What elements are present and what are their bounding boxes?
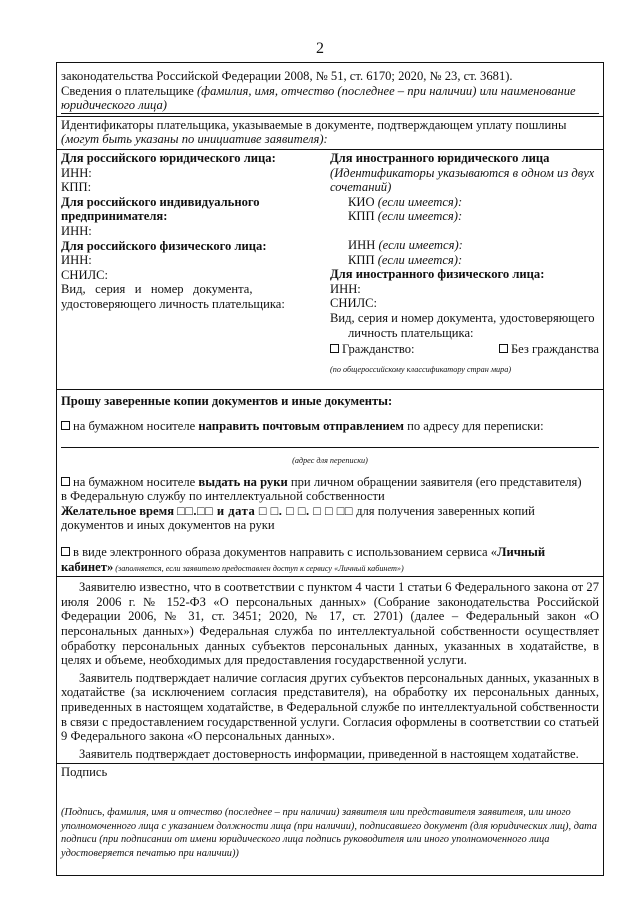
ru-individual-doc-field[interactable]: Вид, серия и номер документа, xyxy=(61,282,253,297)
electronic-text-c: кабинет» xyxy=(61,559,114,574)
signature-note: (Подпись, фамилия, имя и отчество (последнее – при наличии) заявителя или представителя заявителя, или иного уполномоченного лица с указанием должности лица (при наличии), подписавшего документ (для юридических лиц), дата подписи (при подписании от имени юридического лица подпись руководителя или иного уполномоченного лица удостоверяется печатью при наличии)) xyxy=(61,807,597,860)
foreign-individual-doc-field-cont: личность плательщика: xyxy=(348,325,474,340)
foreign-payer-column xyxy=(330,151,599,383)
no-citizenship-checkbox[interactable] xyxy=(499,344,508,353)
hand-delivery-text-a: на бумажном носителе xyxy=(73,474,199,489)
identifiers-title: Идентификаторы плательщика, указываемые в документе, подтверждающем уплату пошлины xyxy=(61,117,567,132)
ru-individual-heading: Для российского физического лица: xyxy=(61,238,267,253)
payer-info-line xyxy=(61,84,599,99)
kio-label: КИО xyxy=(348,194,375,209)
electronic-text-a: в виде электронного образа документов направить с использованием сервиса « xyxy=(73,545,498,559)
foreign-legal-note-cont: сочетаний) xyxy=(330,180,392,195)
kpp2-note: (если имеется): xyxy=(374,252,463,267)
foreign-legal-note: (Идентификаторы указываются в одном из двух xyxy=(330,165,595,180)
personal-data-paragraph-3: Заявитель подтверждает достоверность информации, приведенной в настоящем ходатайстве. xyxy=(79,746,579,761)
ru-legal-inn-field[interactable]: ИНН: xyxy=(61,165,92,180)
citizenship-label: Гражданство: xyxy=(342,342,415,357)
hand-delivery-text-b: выдать на руки xyxy=(198,474,288,489)
electronic-checkbox[interactable] xyxy=(61,547,70,556)
citizenship-row xyxy=(330,342,599,357)
personal-data-paragraph-1: Заявителю известно, что в соответствии с пунктом 4 части 1 статьи 6 Федерального закона от 27 июля 2006 г. № 152-ФЗ «О персональных данных» (Собрание законодательства Российской Федерации 2006, № 31, ст. 3451; 2020, № 17, ст. 2701) (далее – Федеральный закон «О персональных данных») Федеральная служба по интеллектуальной собственности осуществляет обработку персональных данных субъектов персональных данных, указанных в ходатайстве, в целях и объеме, необходимых для предоставления государственной услуги. xyxy=(61,580,599,668)
preferred-time-row xyxy=(61,504,599,519)
address-note: (адрес для переписки) xyxy=(292,456,368,466)
foreign-individual-inn-field[interactable]: ИНН: xyxy=(330,281,361,296)
ru-individual-doc-field-cont: удостоверяющего личность плательщика: xyxy=(61,296,285,311)
signature-label: Подпись xyxy=(61,765,108,780)
inn-label: ИНН xyxy=(348,237,376,252)
foreign-individual-heading: Для иностранного физического лица: xyxy=(330,267,545,282)
foreign-inn-field[interactable] xyxy=(330,238,599,253)
hand-delivery-checkbox[interactable] xyxy=(61,477,70,486)
preferred-time-text-cont: документов и иных документов на руки xyxy=(61,518,275,533)
electronic-note: (заполняется, если заявителю предоставлен доступ к сервису «Личный кабинет») xyxy=(113,563,404,573)
no-citizenship-label: Без гражданства xyxy=(510,342,599,357)
kio-note: (если имеется): xyxy=(374,194,463,209)
personal-data-paragraph-2: Заявитель подтверждает наличие согласия других субъектов персональных данных, указанных в ходатайстве (за исключением согласия представителя), на обработку их персональных данных, приведенных в настоящем ходатайстве, в Федеральной службе по интеллектуальной собственности в связи с предоставлением государственной услуги. Согласия оформлены в соответствии со статьей 9 Федерального закона «О персональных данных». xyxy=(61,670,599,744)
foreign-kpp2-field[interactable] xyxy=(330,253,599,268)
ru-ip-heading-cont: предпринимателя: xyxy=(61,209,168,224)
electronic-option-cont xyxy=(61,560,599,575)
russian-payer-column xyxy=(61,151,330,383)
documents-request-section xyxy=(57,390,603,577)
payer-info-label: Сведения о плательщике xyxy=(61,83,194,98)
post-delivery-text-b: направить почтовым отправлением xyxy=(198,418,404,433)
payer-info-hint-end: юридического лица) xyxy=(61,98,599,114)
payer-info-hint: (фамилия, имя, отчество (последнее – при наличии) или наименование xyxy=(193,83,576,98)
post-delivery-text-a: на бумажном носителе xyxy=(73,418,199,433)
post-delivery-option[interactable] xyxy=(61,419,599,434)
ru-legal-entity-heading: Для российского юридического лица: xyxy=(61,150,276,165)
documents-request-heading: Прошу заверенные копии документов и иные документы: xyxy=(61,394,393,409)
citizenship-checkbox[interactable] xyxy=(330,344,339,353)
okcm-note: (по общероссийскому классификатору стран мира) xyxy=(330,364,512,374)
signature-section xyxy=(57,764,603,875)
law-reference-line: законодательства Российской Федерации 2008, № 51, ст. 6170; 2020, № 23, ст. 3681). xyxy=(61,69,513,83)
ru-individual-inn-field[interactable]: ИНН: xyxy=(61,253,92,268)
kpp-note: (если имеется): xyxy=(374,209,463,224)
foreign-legal-entity-heading: Для иностранного юридического лица xyxy=(330,150,550,165)
citizenship-option[interactable] xyxy=(330,342,415,357)
hand-delivery-text-d: в Федеральную службу по интеллектуальной собственности xyxy=(61,489,385,504)
identifiers-hint: (могут быть указаны по инициативе заявителя): xyxy=(61,132,328,147)
ru-individual-snils-field[interactable]: СНИЛС: xyxy=(61,267,109,282)
preferred-time-text: для получения заверенных копий xyxy=(352,503,535,518)
payer-info-section xyxy=(57,63,603,117)
no-citizenship-option[interactable] xyxy=(499,342,599,357)
personal-data-section xyxy=(57,577,603,764)
ru-legal-kpp-field[interactable]: КПП: xyxy=(61,180,92,195)
foreign-individual-doc-field[interactable]: Вид, серия и номер документа, удостоверяющего xyxy=(330,310,595,325)
ru-ip-heading: Для российского индивидуального xyxy=(61,194,260,209)
payer-identifiers-section xyxy=(57,117,603,150)
foreign-kpp-field[interactable] xyxy=(330,209,599,224)
inn-note: (если имеется): xyxy=(375,237,463,252)
kpp2-label: КПП xyxy=(348,252,375,267)
kpp-label: КПП xyxy=(348,209,375,224)
signature-field[interactable] xyxy=(61,780,599,796)
form-table xyxy=(56,62,604,876)
post-delivery-checkbox[interactable] xyxy=(61,421,70,430)
post-delivery-text-c: по адресу для переписки: xyxy=(403,418,544,433)
page-number: 2 xyxy=(316,40,324,57)
address-line[interactable] xyxy=(61,433,599,448)
hand-delivery-option[interactable] xyxy=(61,475,599,490)
preferred-time-boxes[interactable]: □□.□□ и дата □ □. □ □. □ □ □□ xyxy=(177,503,353,518)
electronic-text-b: Личный xyxy=(497,545,546,559)
ru-ip-inn-field[interactable]: ИНН: xyxy=(61,223,92,238)
hand-delivery-text-c: при личном обращении заявителя (его представителя) xyxy=(287,474,582,489)
foreign-individual-snils-field[interactable]: СНИЛС: xyxy=(330,296,378,311)
electronic-option[interactable] xyxy=(61,545,599,560)
identifiers-columns xyxy=(57,150,603,390)
preferred-time-label: Желательное время xyxy=(61,503,178,518)
foreign-kio-field[interactable] xyxy=(330,195,599,210)
